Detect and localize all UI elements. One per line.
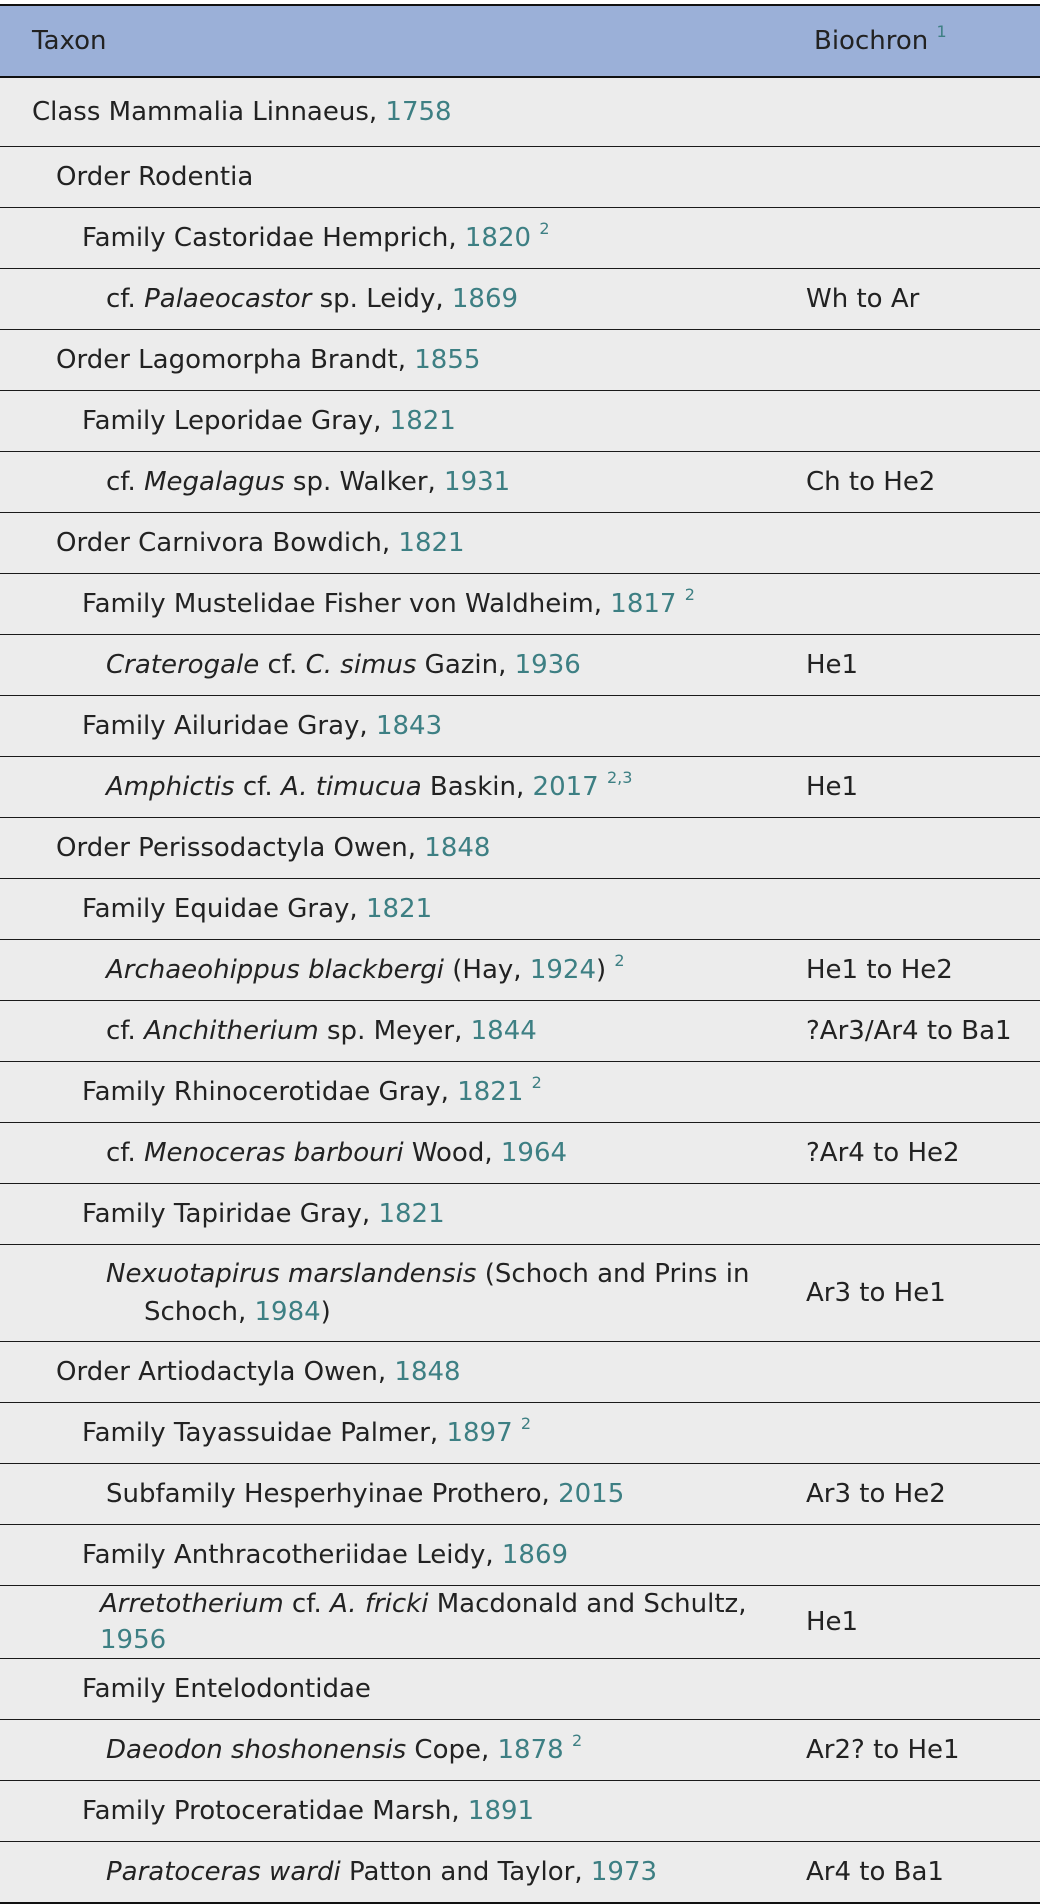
year-link[interactable]: 1897 [446, 1418, 513, 1448]
taxon-cell: Family Anthracotheriidae Leidy, 1869 [0, 1525, 780, 1586]
year-link[interactable]: 1878 [497, 1735, 564, 1765]
taxon-cell: cf. Anchitherium sp. Meyer, 1844 [0, 1001, 780, 1062]
table-row [0, 77, 1040, 147]
biochron-cell: Ar4 to Ba1 [780, 1842, 1040, 1904]
taxon-cell: Order Carnivora Bowdich, 1821 [0, 513, 780, 574]
taxon-cell: Arretotherium cf. A. fricki Macdonald and Schultz, 1956 [0, 1586, 780, 1659]
year-link[interactable]: 1844 [470, 1016, 537, 1046]
year-link[interactable]: 1848 [424, 833, 491, 863]
biochron-cell [780, 1403, 1040, 1464]
table-row [0, 1123, 1040, 1184]
table-row [0, 208, 1040, 269]
taxon-cell: Family Rhinocerotidae Gray, 1821 $^2$ [0, 1062, 780, 1123]
biochron-cell [780, 77, 1040, 147]
table-row [0, 391, 1040, 452]
biochron-cell [780, 1342, 1040, 1403]
taxon-cell: Order Perissodactyla Owen, 1848 [0, 818, 780, 879]
table-row [0, 940, 1040, 1001]
table-row [0, 1781, 1040, 1842]
footnote-marker[interactable]: 2 [520, 1414, 532, 1433]
year-link[interactable]: 1891 [467, 1796, 535, 1826]
taxon-cell: Order Lagomorpha Brandt, 1855 [0, 330, 780, 391]
table-row [0, 1842, 1040, 1904]
year-link[interactable]: 1821 [365, 894, 433, 924]
taxon-header-label: Taxon [32, 26, 107, 56]
taxon-cell: Paratoceras wardi Patton and Taylor, 1973 [0, 1842, 780, 1904]
biochron-cell [780, 513, 1040, 574]
year-link[interactable]: 2017 [532, 772, 599, 802]
footnote-marker[interactable]: 2,3 [606, 768, 633, 787]
table-row [0, 635, 1040, 696]
biochron-cell [780, 818, 1040, 879]
biochron-cell: Ar2? to He1 [780, 1720, 1040, 1781]
year-link[interactable]: 1821 [457, 1077, 524, 1107]
table-row [0, 452, 1040, 513]
taxon-cell: Family Tapiridae Gray, 1821 [0, 1184, 780, 1245]
taxon-cell: Family Equidae Gray, 1821 [0, 879, 780, 940]
year-link[interactable]: 1820 [464, 223, 532, 253]
table-row [0, 147, 1040, 208]
biochron-cell [780, 574, 1040, 635]
table-row [0, 1464, 1040, 1525]
year-link[interactable]: 1973 [590, 1857, 658, 1887]
biochron-cell: ?Ar3/Ar4 to Ba1 [780, 1001, 1040, 1062]
footnote-marker[interactable]: 2 [531, 1073, 542, 1092]
table-row [0, 1403, 1040, 1464]
biochron-cell: He1 [780, 635, 1040, 696]
taxon-cell: Order Artiodactyla Owen, 1848 [0, 1342, 780, 1403]
biochron-cell [780, 879, 1040, 940]
biochron-cell: He1 [780, 757, 1040, 818]
year-link[interactable]: 1931 [444, 467, 511, 497]
taxon-cell: cf. Palaeocastor sp. Leidy, 1869 [0, 269, 780, 330]
biochron-cell [780, 391, 1040, 452]
year-link[interactable]: 1855 [414, 345, 481, 375]
taxon-cell: cf. Menoceras barbouri Wood, 1964 [0, 1123, 780, 1184]
table-row [0, 1245, 1040, 1342]
table-row [0, 1586, 1040, 1659]
year-link[interactable]: 1869 [451, 284, 519, 314]
taxon-cell: Class Mammalia Linnaeus, 1758 [0, 77, 780, 147]
year-link[interactable]: 1924 [529, 955, 596, 985]
taxon-cell: Subfamily Hesperhyinae Prothero, 2015 [0, 1464, 780, 1525]
table-row [0, 1001, 1040, 1062]
biochron-cell [780, 1781, 1040, 1842]
taxon-cell: Amphictis cf. A. timucua Baskin, 2017 $^{2,3}$ [0, 757, 780, 818]
taxon-cell: Archaeohippus blackbergi (Hay, 1924) $^2$ [0, 940, 780, 1001]
biochron-cell: Ch to He2 [780, 452, 1040, 513]
year-link[interactable]: 1869 [501, 1540, 569, 1570]
biochron-cell: He1 to He2 [780, 940, 1040, 1001]
footnote-marker[interactable]: 2 [571, 1731, 583, 1750]
table-row [0, 1659, 1040, 1720]
taxon-cell: Family Mustelidae Fisher von Waldheim, 1817 $^2$ [0, 574, 780, 635]
year-link[interactable]: 2015 [558, 1479, 625, 1509]
taxon-cell: Family Tayassuidae Palmer, 1897 $^2$ [0, 1403, 780, 1464]
biochron-cell [780, 1525, 1040, 1586]
biochron-cell [780, 330, 1040, 391]
year-link[interactable]: 1848 [394, 1357, 461, 1387]
table-row [0, 696, 1040, 757]
table-row [0, 879, 1040, 940]
footnote-marker: 1 [936, 22, 947, 41]
taxon-cell: Family Entelodontidae [0, 1659, 780, 1720]
table-row [0, 757, 1040, 818]
taxon-cell: Nexuotapirus marslandensis (Schoch and Prins in Schoch, 1984) [0, 1245, 780, 1342]
year-link[interactable]: 1821 [398, 528, 465, 558]
year-link[interactable]: 1821 [378, 1199, 445, 1229]
table-row [0, 330, 1040, 391]
taxon-table-container [0, 4, 1040, 1904]
taxon-cell: Family Leporidae Gray, 1821 [0, 391, 780, 452]
footnote-marker[interactable]: 2 [539, 219, 550, 238]
taxon-cell: Order Rodentia [0, 147, 780, 208]
biochron-cell: He1 [780, 1586, 1040, 1659]
year-link[interactable]: 1821 [389, 406, 456, 436]
biochron-cell [780, 696, 1040, 757]
biochron-cell: Ar3 to He2 [780, 1464, 1040, 1525]
year-link[interactable]: 1956 [100, 1625, 167, 1655]
biochron-cell [780, 1659, 1040, 1720]
biochron-cell: Wh to Ar [780, 269, 1040, 330]
table-row [0, 1184, 1040, 1245]
taxon-table [0, 4, 1040, 1904]
biochron-column-header [780, 5, 1040, 77]
year-link[interactable]: 1817 [610, 589, 677, 619]
taxon-cell: Family Protoceratidae Marsh, 1891 [0, 1781, 780, 1842]
table-row [0, 1525, 1040, 1586]
year-link[interactable]: 1964 [500, 1138, 568, 1168]
year-link[interactable]: 1984 [254, 1297, 321, 1327]
table-row [0, 818, 1040, 879]
biochron-cell: ?Ar4 to He2 [780, 1123, 1040, 1184]
taxon-cell: Craterogale cf. C. simus Gazin, 1936 [0, 635, 780, 696]
year-link[interactable]: 1843 [375, 711, 443, 741]
taxon-cell: Family Ailuridae Gray, 1843 [0, 696, 780, 757]
table-header-row [0, 5, 1040, 77]
biochron-cell [780, 208, 1040, 269]
biochron-cell [780, 1062, 1040, 1123]
biochron-cell [780, 1184, 1040, 1245]
taxon-cell: Daeodon shoshonensis Cope, 1878 $^2$ [0, 1720, 780, 1781]
taxon-cell: cf. Megalagus sp. Walker, 1931 [0, 452, 780, 513]
table-row [0, 1720, 1040, 1781]
table-row [0, 513, 1040, 574]
biochron-cell [780, 147, 1040, 208]
year-link[interactable]: 1936 [514, 650, 581, 680]
biochron-header-label: Biochron [814, 26, 929, 56]
year-link[interactable]: 1758 [385, 97, 452, 127]
taxon-column-header [0, 5, 780, 77]
table-row [0, 1342, 1040, 1403]
footnote-marker[interactable]: 2 [684, 585, 695, 604]
taxon-cell: Family Castoridae Hemprich, 1820 $^2$ [0, 208, 780, 269]
biochron-cell: Ar3 to He1 [780, 1245, 1040, 1342]
table-row [0, 269, 1040, 330]
table-row [0, 1062, 1040, 1123]
table-row [0, 574, 1040, 635]
footnote-marker[interactable]: 2 [614, 951, 625, 970]
